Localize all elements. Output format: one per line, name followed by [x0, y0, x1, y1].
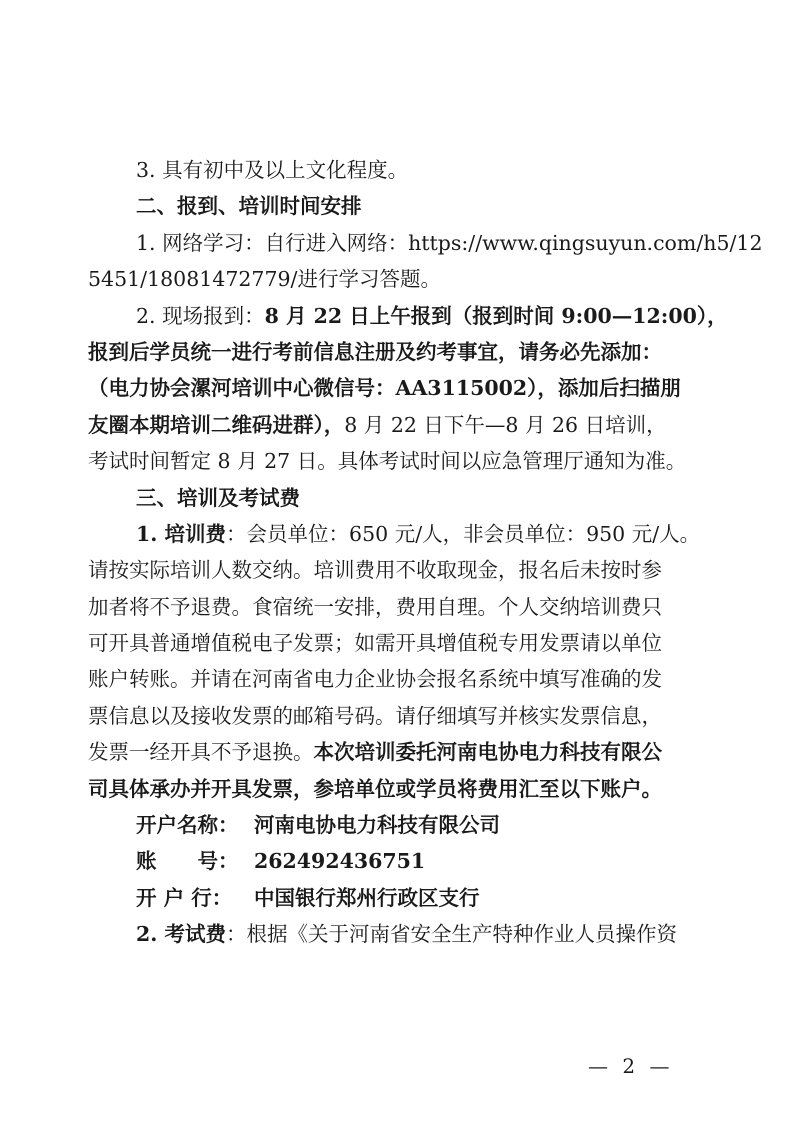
account-bank-value: 中国银行郑州行政区支行 [254, 885, 480, 910]
inline-bold-text: 本次培训委托河南电协电力科技有限公 [313, 740, 662, 765]
paragraph-line: 报到后学员统一进行考前信息注册及约考事宜，请务必先添加： [88, 339, 662, 364]
account-name-row [136, 807, 688, 843]
account-number-row [136, 843, 688, 879]
paragraph-line: 司具体承办并开具发票，参培单位或学员将费用汇至以下账户。 [88, 776, 662, 801]
account-bank-row [136, 880, 688, 916]
inline-bold-text: 2. 考试费 [136, 922, 227, 947]
inline-text: ：根据《关于河南省安全生产特种作业人员操作资 [226, 922, 678, 947]
paragraph-line: （电力协会漯河培训中心微信号：AA3115002），添加后扫描朋 [88, 376, 681, 401]
section-heading: 二、报到、培训时间安排 [136, 194, 362, 219]
inline-bold-text: 友圈本期培训二维码进群）， [88, 412, 345, 437]
page-number: — 2 — [588, 1054, 674, 1078]
inline-bold-text: 1. 培训费 [136, 521, 227, 546]
paragraph-line [136, 516, 701, 552]
paragraph-line: 可开具普通增值税电子发票；如需开具增值税专用发票请以单位 [88, 631, 662, 656]
paragraph-line: 考试时间暂定 8 月 27 日。具体考试时间以应急管理厅通知为准。 [88, 449, 687, 474]
inline-bold-text: 8 月 22 日上午报到（报到时间 9:00—12:00）， [264, 303, 728, 328]
paragraph-line: 加者将不予退费。食宿统一安排，费用自理。个人交纳培训费只 [88, 594, 662, 619]
document-body [88, 152, 763, 953]
paragraph-line: 1. 网络学习：自行进入网络：https://www.qingsuyun.com/h5/12 [136, 230, 763, 255]
section-heading: 三、培训及考试费 [136, 485, 300, 510]
paragraph-line [88, 407, 688, 443]
account-bank-label: 开 户 行： [136, 885, 233, 910]
paragraph-line: 5451/18081472779/进行学习答题。 [88, 267, 441, 292]
paragraph-line [88, 734, 688, 770]
inline-text: ：会员单位：650 元/人，非会员单位：950 元/人。 [226, 521, 701, 546]
account-number-label: 账 号： [136, 849, 239, 874]
inline-text: 8 月 22 日下午—8 月 26 日培训， [344, 412, 667, 437]
paragraph-line: 票信息以及接收发票的邮箱号码。请仔细填写并核实发票信息， [88, 703, 662, 728]
inline-text: 发票一经开具不予退换。 [88, 740, 314, 765]
account-number-value: 262492436751 [254, 849, 426, 874]
paragraph-line [136, 916, 688, 952]
paragraph-line [136, 298, 728, 334]
paragraph-line: 3. 具有初中及以上文化程度。 [136, 158, 409, 182]
inline-text: 2. 现场报到： [136, 303, 265, 328]
account-name-value: 河南电协电力科技有限公司 [254, 813, 500, 838]
paragraph-line: 账户转账。并请在河南省电力企业协会报名系统中填写准确的发 [88, 667, 662, 692]
paragraph-line: 请按实际培训人数交纳。培训费用不收取现金，报名后未按时参 [88, 558, 662, 583]
account-name-label: 开户名称： [136, 813, 239, 838]
